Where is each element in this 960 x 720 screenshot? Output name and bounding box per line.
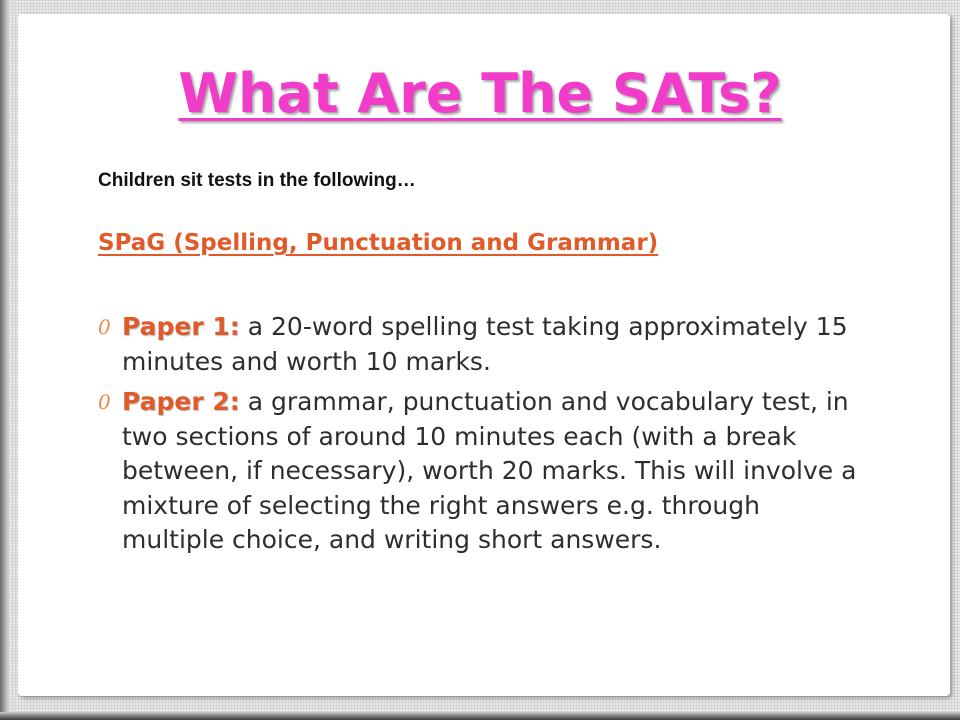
- bullet-item-paper-1: [98, 310, 858, 379]
- bullet-label: Paper 1:: [122, 312, 240, 341]
- bullet-text: a grammar, punctuation and vocabulary test, in two sections of around 10 minutes each (with a break between, if necessary), worth 20 marks. This will involve a mixture of selecting the right answers e.g. through multiple choice, and writing short answers.: [122, 387, 857, 554]
- slide-title-container: [0, 62, 960, 125]
- bullet-marker-icon: 0: [98, 315, 111, 339]
- bullet-label: Paper 2:: [122, 387, 240, 416]
- bullet-list: [98, 310, 858, 564]
- bullet-marker-icon: 0: [98, 390, 111, 414]
- bullet-text: a 20-word spelling test taking approximately 15 minutes and worth 10 marks.: [122, 312, 848, 376]
- section-heading: SPaG (Spelling, Punctuation and Grammar): [98, 230, 659, 256]
- slide-title: What Are The SATs?: [178, 62, 782, 125]
- bullet-item-paper-2: [98, 385, 858, 558]
- slide-bottom-edge: [0, 712, 960, 720]
- intro-text: Children sit tests in the following…: [98, 170, 416, 191]
